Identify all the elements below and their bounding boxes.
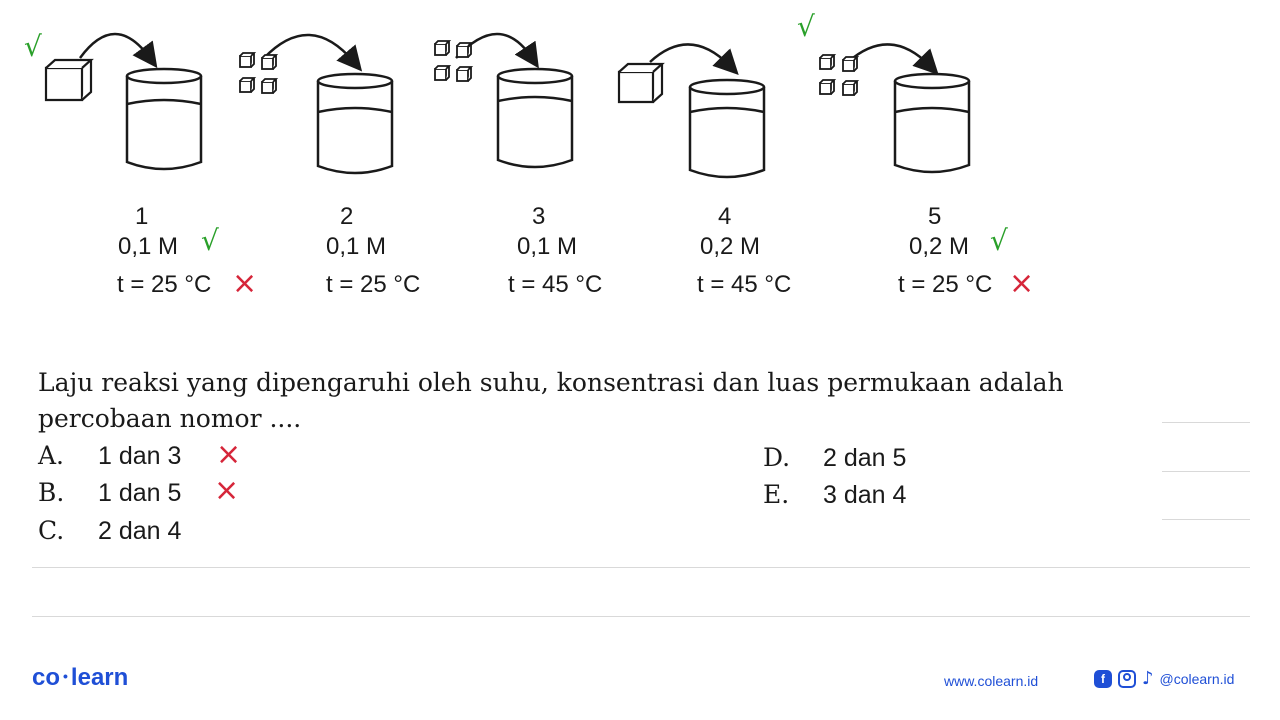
option-e[interactable] (763, 480, 906, 510)
experiment-2-number: 2 (340, 203, 354, 230)
experiment-5-concentration: 0,2 M (909, 233, 970, 260)
experiment-2-temperature: t = 25 °C (326, 271, 421, 298)
question-line-2: percobaan nomor .... (38, 404, 302, 433)
experiment-4-number: 4 (718, 203, 732, 230)
logo-dot: • (63, 668, 68, 684)
website-link[interactable]: www.colearn.id (944, 673, 1039, 689)
option-a-letter: A. (38, 441, 65, 470)
cross-mark-option-a: × (216, 437, 242, 472)
option-a[interactable] (38, 441, 181, 471)
option-c-letter: C. (38, 516, 65, 545)
beaker-1 (127, 69, 201, 169)
beaker-2 (318, 74, 392, 173)
experiment-1-number: 1 (135, 203, 149, 230)
check-mark-1-top: √ (24, 30, 42, 63)
beaker-5 (895, 74, 969, 172)
option-d-text: 2 dan 5 (823, 444, 907, 472)
beaker-4 (690, 80, 764, 177)
experiment-illustration (0, 0, 1280, 200)
experiment-3-number: 3 (532, 203, 546, 230)
logo-part-learn: learn (70, 664, 129, 691)
option-a-text: 1 dan 3 (98, 442, 182, 470)
experiment-4-temperature: t = 45 °C (697, 271, 792, 298)
social-handle[interactable]: @colearn.id (1159, 671, 1235, 687)
check-mark-5-concentration: √ (990, 224, 1008, 257)
check-mark-5-top: √ (797, 10, 815, 43)
question-line-1: Laju reaksi yang dipengaruhi oleh suhu, konsentrasi dan luas permukaan adalah (38, 368, 1064, 397)
option-e-text: 3 dan 4 (823, 481, 907, 509)
cross-mark-5-temperature: × (1009, 266, 1035, 301)
option-c-text: 2 dan 4 (98, 517, 182, 545)
option-b-text: 1 dan 5 (98, 479, 182, 507)
cross-mark-1-temperature: × (232, 266, 258, 301)
experiment-1-temperature: t = 25 °C (117, 271, 212, 298)
divider-right-2 (1162, 471, 1250, 472)
experiment-2-concentration: 0,1 M (326, 233, 387, 260)
cross-mark-option-b: × (214, 473, 240, 508)
colearn-logo[interactable] (32, 664, 128, 692)
experiment-3-temperature: t = 45 °C (508, 271, 603, 298)
experiment-5-temperature: t = 25 °C (898, 271, 993, 298)
divider-right-3 (1162, 519, 1250, 520)
check-mark-1-concentration: √ (201, 224, 219, 257)
option-d[interactable] (763, 443, 906, 473)
option-b[interactable] (38, 478, 181, 508)
option-d-letter: D. (763, 443, 791, 472)
option-e-letter: E. (763, 480, 790, 509)
option-c[interactable] (38, 516, 181, 546)
logo-part-co: co (32, 664, 61, 691)
experiment-5-number: 5 (928, 203, 942, 230)
beaker-3 (498, 69, 572, 167)
instagram-icon[interactable] (1118, 670, 1136, 688)
tiktok-icon[interactable]: ♪ (1142, 668, 1154, 689)
experiment-4-concentration: 0,2 M (700, 233, 761, 260)
divider-full-1 (32, 567, 1250, 568)
experiment-3-concentration: 0,1 M (517, 233, 578, 260)
divider-full-2 (32, 616, 1250, 617)
social-icons (1094, 670, 1234, 688)
experiment-1-concentration: 0,1 M (118, 233, 179, 260)
divider-right-1 (1162, 422, 1250, 423)
option-b-letter: B. (38, 478, 65, 507)
facebook-icon[interactable]: f (1094, 670, 1112, 688)
